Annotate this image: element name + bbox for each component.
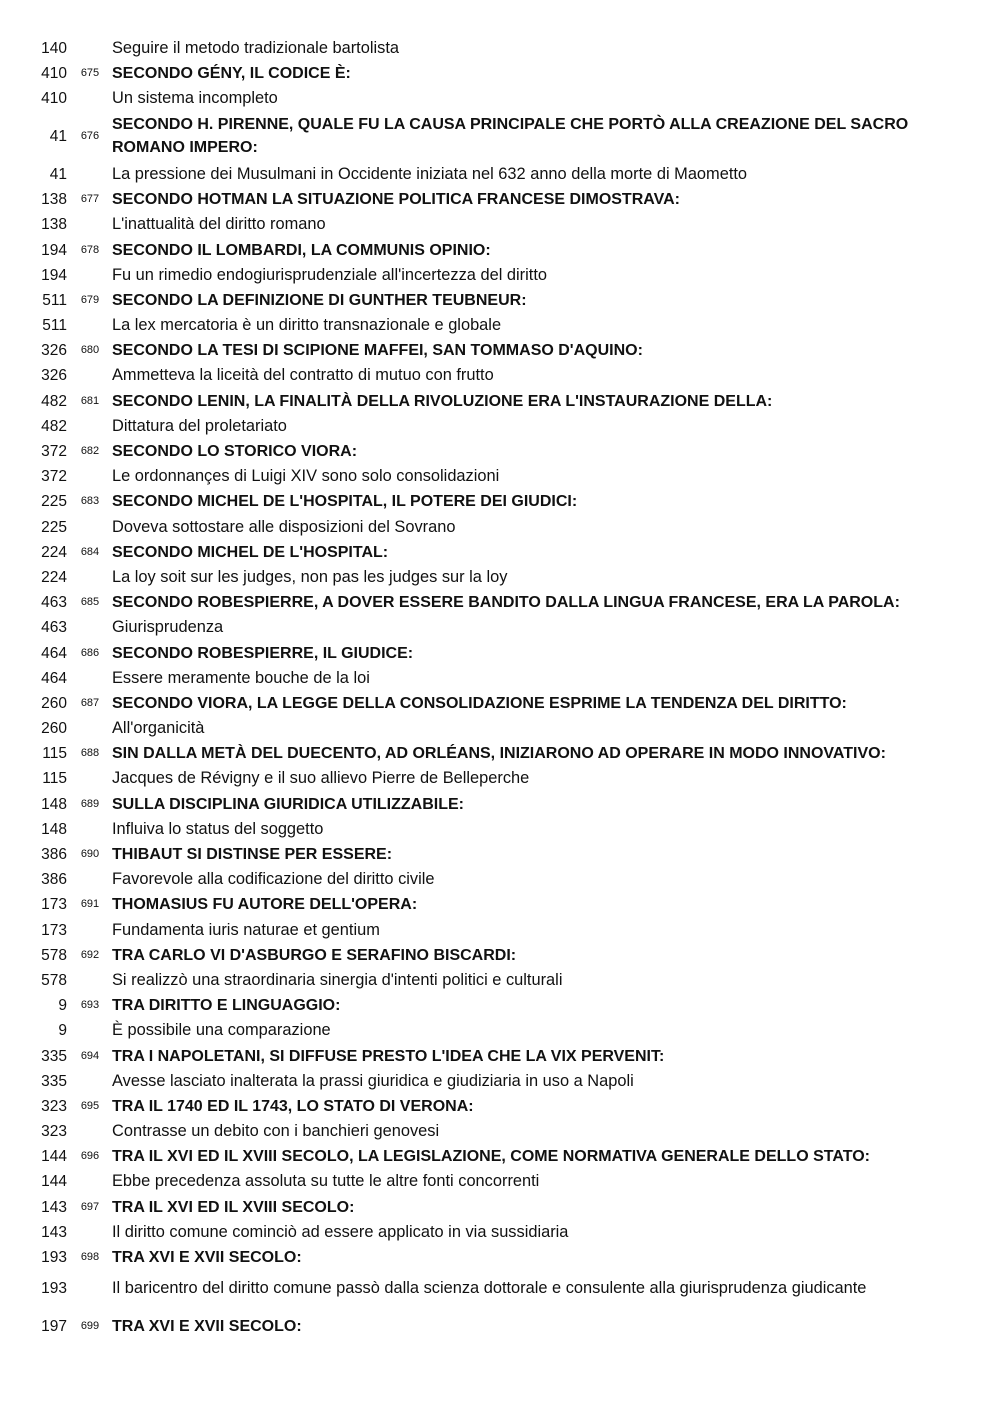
answer-text: Le ordonnançes di Luigi XIV sono solo consolidazioni: [112, 467, 500, 486]
question-text: SECONDO ROBESPIERRE, A DOVER ESSERE BANDITO DALLA LINGUA FRANCESE, ERA LA PAROLA:: [112, 594, 900, 612]
answer-row: [0, 716, 1000, 741]
page-ref: 326: [41, 342, 67, 360]
question-row: [0, 993, 1000, 1018]
answer-text: Favorevole alla codificazione del diritto civile: [112, 870, 435, 889]
question-number: 676: [80, 129, 100, 142]
page-ref: 225: [41, 518, 67, 536]
question-text: TRA IL XVI ED IL XVIII SECOLO:: [112, 1198, 355, 1216]
answer-text: Fu un rimedio endogiurisprudenziale all'incertezza del diritto: [112, 265, 547, 284]
question-text: SIN DALLA METÀ DEL DUECENTO, AD ORLÉANS, INIZIARONO AD OPERARE IN MODO INNOVATIVO:: [112, 745, 886, 763]
question-text: SECONDO LO STORICO VIORA:: [112, 443, 358, 461]
page-ref: 148: [41, 820, 67, 838]
question-number: 693: [80, 999, 100, 1012]
question-row: [0, 338, 1000, 363]
question-text: SECONDO LA TESI DI SCIPIONE MAFFEI, SAN TOMMASO D'AQUINO:: [112, 342, 643, 360]
question-number: 682: [80, 445, 100, 458]
answer-text: Contrasse un debito con i banchieri genovesi: [112, 1122, 440, 1141]
question-row: [0, 1245, 1000, 1270]
page-ref: 464: [41, 669, 67, 687]
page-ref: 463: [41, 594, 67, 612]
question-row: [0, 489, 1000, 514]
question-text: TRA CARLO VI D'ASBURGO E SERAFINO BISCARDI:: [112, 946, 517, 964]
page-ref: 323: [41, 1123, 67, 1141]
question-text: SECONDO MICHEL DE L'HOSPITAL:: [112, 543, 389, 561]
page-ref: 173: [41, 896, 67, 914]
answer-row: [0, 766, 1000, 791]
question-row: [0, 1094, 1000, 1119]
answer-row: [0, 363, 1000, 388]
page-ref: 41: [49, 127, 67, 145]
answer-row: [0, 817, 1000, 842]
question-number: 697: [80, 1200, 100, 1213]
page-ref: 140: [41, 40, 67, 57]
question-number: 687: [80, 696, 100, 709]
page-ref: 410: [41, 65, 67, 83]
page-ref: 372: [41, 443, 67, 461]
answer-row: [0, 918, 1000, 943]
answer-row: [0, 615, 1000, 640]
page-ref: 326: [41, 367, 67, 385]
answer-text: La loy soit sur les judges, non pas les judges sur la loy: [112, 567, 508, 586]
answer-text: Un sistema incompleto: [112, 89, 278, 108]
answer-text: Doveva sottostare alle disposizioni del Sovrano: [112, 517, 456, 536]
page-ref: 482: [41, 392, 67, 410]
page-ref: 9: [58, 1022, 67, 1040]
question-row: [0, 892, 1000, 917]
question-number: 686: [80, 646, 100, 659]
question-number: 681: [80, 394, 100, 407]
question-row: [0, 238, 1000, 263]
answer-text: Ammetteva la liceità del contratto di mutuo con frutto: [112, 366, 494, 385]
page-ref: 115: [42, 770, 67, 788]
answer-row: [0, 414, 1000, 439]
question-text: SECONDO IL LOMBARDI, LA COMMUNIS OPINIO:: [112, 241, 491, 259]
question-text: SULLA DISCIPLINA GIURIDICA UTILIZZABILE:: [112, 795, 464, 813]
answer-text: Si realizzò una straordinaria sinergia d'intenti politici e culturali: [112, 970, 563, 989]
question-row: [0, 288, 1000, 313]
page-ref: 511: [42, 291, 67, 309]
page-ref: 372: [41, 468, 67, 486]
page-ref: 386: [41, 846, 67, 864]
answer-row: [0, 515, 1000, 540]
page-ref: 225: [41, 493, 67, 511]
question-text: TRA I NAPOLETANI, SI DIFFUSE PRESTO L'IDEA CHE LA VIX PERVENIT:: [112, 1047, 665, 1065]
page-ref: 148: [41, 795, 67, 813]
question-row: [0, 540, 1000, 565]
page-ref: 463: [41, 619, 67, 637]
question-row: [0, 439, 1000, 464]
question-row: [0, 842, 1000, 867]
question-text: SECONDO H. PIRENNE, QUALE FU LA CAUSA PRINCIPALE CHE PORTÒ ALLA CREAZIONE DEL SACRO ROMANO IMPERO:: [112, 115, 913, 156]
page-ref: 224: [41, 543, 67, 561]
question-text: TRA XVI E XVII SECOLO:: [112, 1249, 302, 1267]
answer-row: [0, 666, 1000, 691]
answer-text: Il baricentro del diritto comune passò dalla scienza dottorale e consulente alla giurisprudenza giudicante: [112, 1279, 867, 1298]
answer-row: [0, 263, 1000, 288]
page-ref: 511: [42, 317, 67, 335]
answer-text: Jacques de Révigny e il suo allievo Pierre de Belleperche: [112, 769, 530, 788]
answer-row: [0, 86, 1000, 111]
answer-text: Influiva lo status del soggetto: [112, 819, 324, 838]
page-ref: 193: [41, 1280, 67, 1298]
page-ref: 194: [41, 241, 67, 259]
page-ref: 578: [41, 946, 67, 964]
question-row: [0, 691, 1000, 716]
page-ref: 386: [41, 871, 67, 889]
question-row: [0, 112, 1000, 162]
question-text: TRA DIRITTO E LINGUAGGIO:: [112, 997, 341, 1015]
page-ref: 260: [41, 720, 67, 738]
page-ref: 138: [41, 216, 67, 234]
question-text: THOMASIUS FU AUTORE DELL'OPERA:: [112, 896, 418, 914]
question-text: SECONDO LENIN, LA FINALITÀ DELLA RIVOLUZIONE ERA L'INSTAURAZIONE DELLA:: [112, 392, 773, 410]
question-row: [0, 187, 1000, 212]
page-ref: 224: [41, 568, 67, 586]
answer-text: Giurisprudenza: [112, 618, 224, 637]
question-number: 690: [80, 848, 100, 861]
question-text: THIBAUT SI DISTINSE PER ESSERE:: [112, 846, 393, 864]
page-ref: 335: [41, 1047, 67, 1065]
question-number: 675: [80, 67, 100, 80]
question-text: TRA IL XVI ED IL XVIII SECOLO, LA LEGISLAZIONE, COME NORMATIVA GENERALE DELLO STATO:: [112, 1148, 870, 1166]
answer-text: Il diritto comune cominciò ad essere applicato in via sussidiaria: [112, 1222, 569, 1241]
question-number: 691: [80, 898, 100, 911]
answer-row: [0, 1069, 1000, 1094]
answer-text: Fundamenta iuris naturae et gentium: [112, 920, 380, 939]
answer-row: [0, 1119, 1000, 1144]
answer-text: Essere meramente bouche de la loi: [112, 668, 370, 687]
page-ref: 197: [41, 1318, 67, 1335]
answer-row: [0, 1220, 1000, 1245]
question-row: [0, 1144, 1000, 1169]
answer-row: [0, 162, 1000, 187]
question-text: SECONDO GÉNY, IL CODICE È:: [112, 65, 351, 83]
answer-row: [0, 1270, 1000, 1308]
question-row: [0, 1195, 1000, 1220]
question-number: 699: [80, 1320, 100, 1332]
page-ref: 335: [41, 1072, 67, 1090]
question-text: SECONDO ROBESPIERRE, IL GIUDICE:: [112, 644, 414, 662]
page-ref: 173: [41, 921, 67, 939]
question-number: 698: [80, 1251, 100, 1264]
answer-row: [0, 1169, 1000, 1194]
answer-row: [0, 1018, 1000, 1043]
page-ref: 464: [41, 644, 67, 662]
question-number: 677: [80, 193, 100, 206]
answer-text: Dittatura del proletariato: [112, 416, 287, 435]
page-ref: 138: [41, 191, 67, 209]
answer-row: [0, 313, 1000, 338]
question-text: SECONDO HOTMAN LA SITUAZIONE POLITICA FRANCESE DIMOSTRAVA:: [112, 191, 680, 209]
question-number: 679: [80, 293, 100, 306]
question-number: 680: [80, 344, 100, 357]
question-number: 685: [80, 596, 100, 609]
answer-row: [0, 212, 1000, 237]
answer-text: È possibile una comparazione: [112, 1021, 331, 1040]
question-row: [0, 792, 1000, 817]
answer-text: Avesse lasciato inalterata la prassi giuridica e giudiziaria in uso a Napoli: [112, 1071, 634, 1090]
question-row: [0, 1308, 1000, 1345]
answer-row: [0, 968, 1000, 993]
answer-row: [0, 36, 1000, 61]
page-ref: 9: [58, 997, 67, 1015]
question-number: 692: [80, 948, 100, 961]
answer-row: [0, 464, 1000, 489]
question-number: 684: [80, 545, 100, 558]
answer-text: Seguire il metodo tradizionale bartolista: [112, 39, 399, 57]
page-ref: 260: [41, 694, 67, 712]
question-row: [0, 943, 1000, 968]
question-number: 694: [80, 1049, 100, 1062]
page-ref: 410: [41, 90, 67, 108]
answer-text: La pressione dei Musulmani in Occidente iniziata nel 632 anno della morte di Maometto: [112, 164, 748, 183]
answer-row: [0, 565, 1000, 590]
page-ref: 144: [41, 1148, 67, 1166]
page-ref: 323: [41, 1097, 67, 1115]
page-ref: 578: [41, 971, 67, 989]
question-text: SECONDO VIORA, LA LEGGE DELLA CONSOLIDAZIONE ESPRIME LA TENDENZA DEL DIRITTO:: [112, 694, 847, 712]
question-row: [0, 641, 1000, 666]
document-list: [0, 36, 1000, 1345]
question-number: 695: [80, 1099, 100, 1112]
page-ref: 143: [41, 1198, 67, 1216]
question-number: 678: [80, 243, 100, 256]
question-number: 688: [80, 747, 100, 760]
answer-text: L'inattualità del diritto romano: [112, 215, 326, 234]
page-ref: 193: [41, 1249, 67, 1267]
question-text: SECONDO LA DEFINIZIONE DI GUNTHER TEUBNEUR:: [112, 291, 527, 309]
question-row: [0, 590, 1000, 615]
answer-text: Ebbe precedenza assoluta su tutte le altre fonti concorrenti: [112, 1172, 540, 1191]
question-row: [0, 1044, 1000, 1069]
answer-text: La lex mercatoria è un diritto transnazionale e globale: [112, 316, 502, 335]
question-number: 689: [80, 797, 100, 810]
question-number: 696: [80, 1150, 100, 1163]
page-ref: 194: [41, 266, 67, 284]
page-ref: 115: [42, 745, 67, 763]
answer-row: [0, 867, 1000, 892]
question-text: SECONDO MICHEL DE L'HOSPITAL, IL POTERE DEI GIUDICI:: [112, 493, 578, 511]
question-row: [0, 61, 1000, 86]
question-text: TRA IL 1740 ED IL 1743, LO STATO DI VERONA:: [112, 1097, 474, 1115]
answer-text: All'organicità: [112, 719, 205, 738]
question-row: [0, 389, 1000, 414]
page-ref: 144: [41, 1173, 67, 1191]
question-number: 683: [80, 495, 100, 508]
page-ref: 41: [49, 165, 67, 183]
question-row: [0, 741, 1000, 766]
question-text: TRA XVI E XVII SECOLO:: [112, 1318, 302, 1335]
page-ref: 482: [41, 417, 67, 435]
page-ref: 143: [41, 1223, 67, 1241]
